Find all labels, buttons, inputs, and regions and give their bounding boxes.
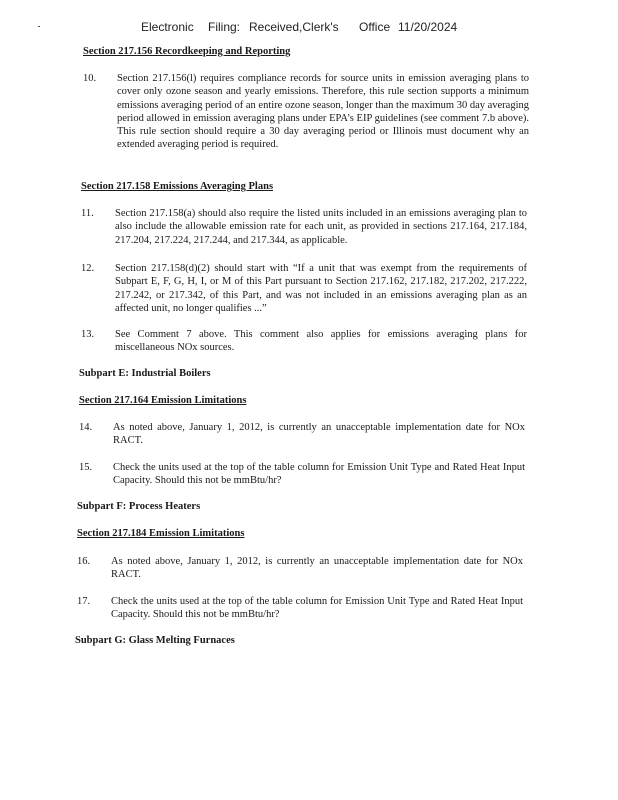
item-number: 14. xyxy=(79,422,93,433)
subpart-e-heading: Subpart E: Industrial Boilers xyxy=(79,368,211,379)
item-number: 13. xyxy=(81,329,95,340)
item-text: See Comment 7 above. This comment also applies for emissions averaging plans for miscellaneous NOx sources. xyxy=(115,329,527,354)
section-heading-217-156: Section 217.156 Recordkeeping and Reporting xyxy=(83,46,291,57)
item-number: 10. xyxy=(83,73,97,84)
stamp-received-clerks: Received,Clerk's xyxy=(249,20,339,34)
item-text: Section 217.158(d)(2) should start with “If a unit that was exempt from the requirements of Subpart E, F, G, H, I, or M of this Part pursuant to Section 217.162, 217.182, 217.202, 217.222, 217.242, or 217.342, of this Part, and was not included in an emissions averaging plan as an affected unit, no longer qualifies ...” xyxy=(115,263,527,314)
item-text: Check the units used at the top of the table column for Emission Unit Type and Rated Heat Input Capacity. Should this not be mmBtu/hr? xyxy=(113,462,525,487)
item-number: 12. xyxy=(81,263,95,274)
subpart-f-heading: Subpart F: Process Heaters xyxy=(77,501,201,512)
stamp-filing: Filing: xyxy=(208,20,241,34)
item-number: 15. xyxy=(79,462,93,473)
item-text: Check the units used at the top of the table column for Emission Unit Type and Rated Heat Input Capacity. Should this not be mmBtu/hr? xyxy=(111,596,523,621)
item-number: 17. xyxy=(77,596,91,607)
item-number: 16. xyxy=(77,556,91,567)
section-heading-217-184: Section 217.184 Emission Limitations xyxy=(77,528,245,539)
item-text: As noted above, January 1, 2012, is currently an unacceptable implementation date for NOx RACT. xyxy=(111,556,523,581)
item-text: As noted above, January 1, 2012, is currently an unacceptable implementation date for NOx RACT. xyxy=(113,422,525,447)
stamp-office: Office xyxy=(359,20,391,34)
item-text: Section 217.156(l) requires compliance records for source units in emission averaging plans to cover only ozone season and yearly emissions. Therefore, this rule section supports a minimum emissions averaging period of an entire ozone season, longer than the maximum 30 day averaging period allowed in emission averaging plans under EPA’s EIP guidelines (see comment 7.b above). This rule section should require a 30 day averaging period or Illinois must document why an extended averaging period is required. xyxy=(117,73,530,151)
section-heading-217-158: Section 217.158 Emissions Averaging Plans xyxy=(81,181,274,192)
scan-speck xyxy=(38,26,40,27)
section-heading-217-164: Section 217.164 Emission Limitations xyxy=(79,395,247,406)
stamp-electronic: Electronic xyxy=(141,20,194,34)
item-text: Section 217.158(a) should also require the listed units included in an emissions averaging plan to also include the allowable emission rate for each unit, as provided in sections 217.164, 217.184, 217.204, 217.224, 217.244, and 217.344, as applicable. xyxy=(115,208,527,246)
stamp-date: 11/20/2024 xyxy=(398,20,458,34)
item-number: 11. xyxy=(81,208,94,219)
subpart-g-heading: Subpart G: Glass Melting Furnaces xyxy=(75,635,235,646)
